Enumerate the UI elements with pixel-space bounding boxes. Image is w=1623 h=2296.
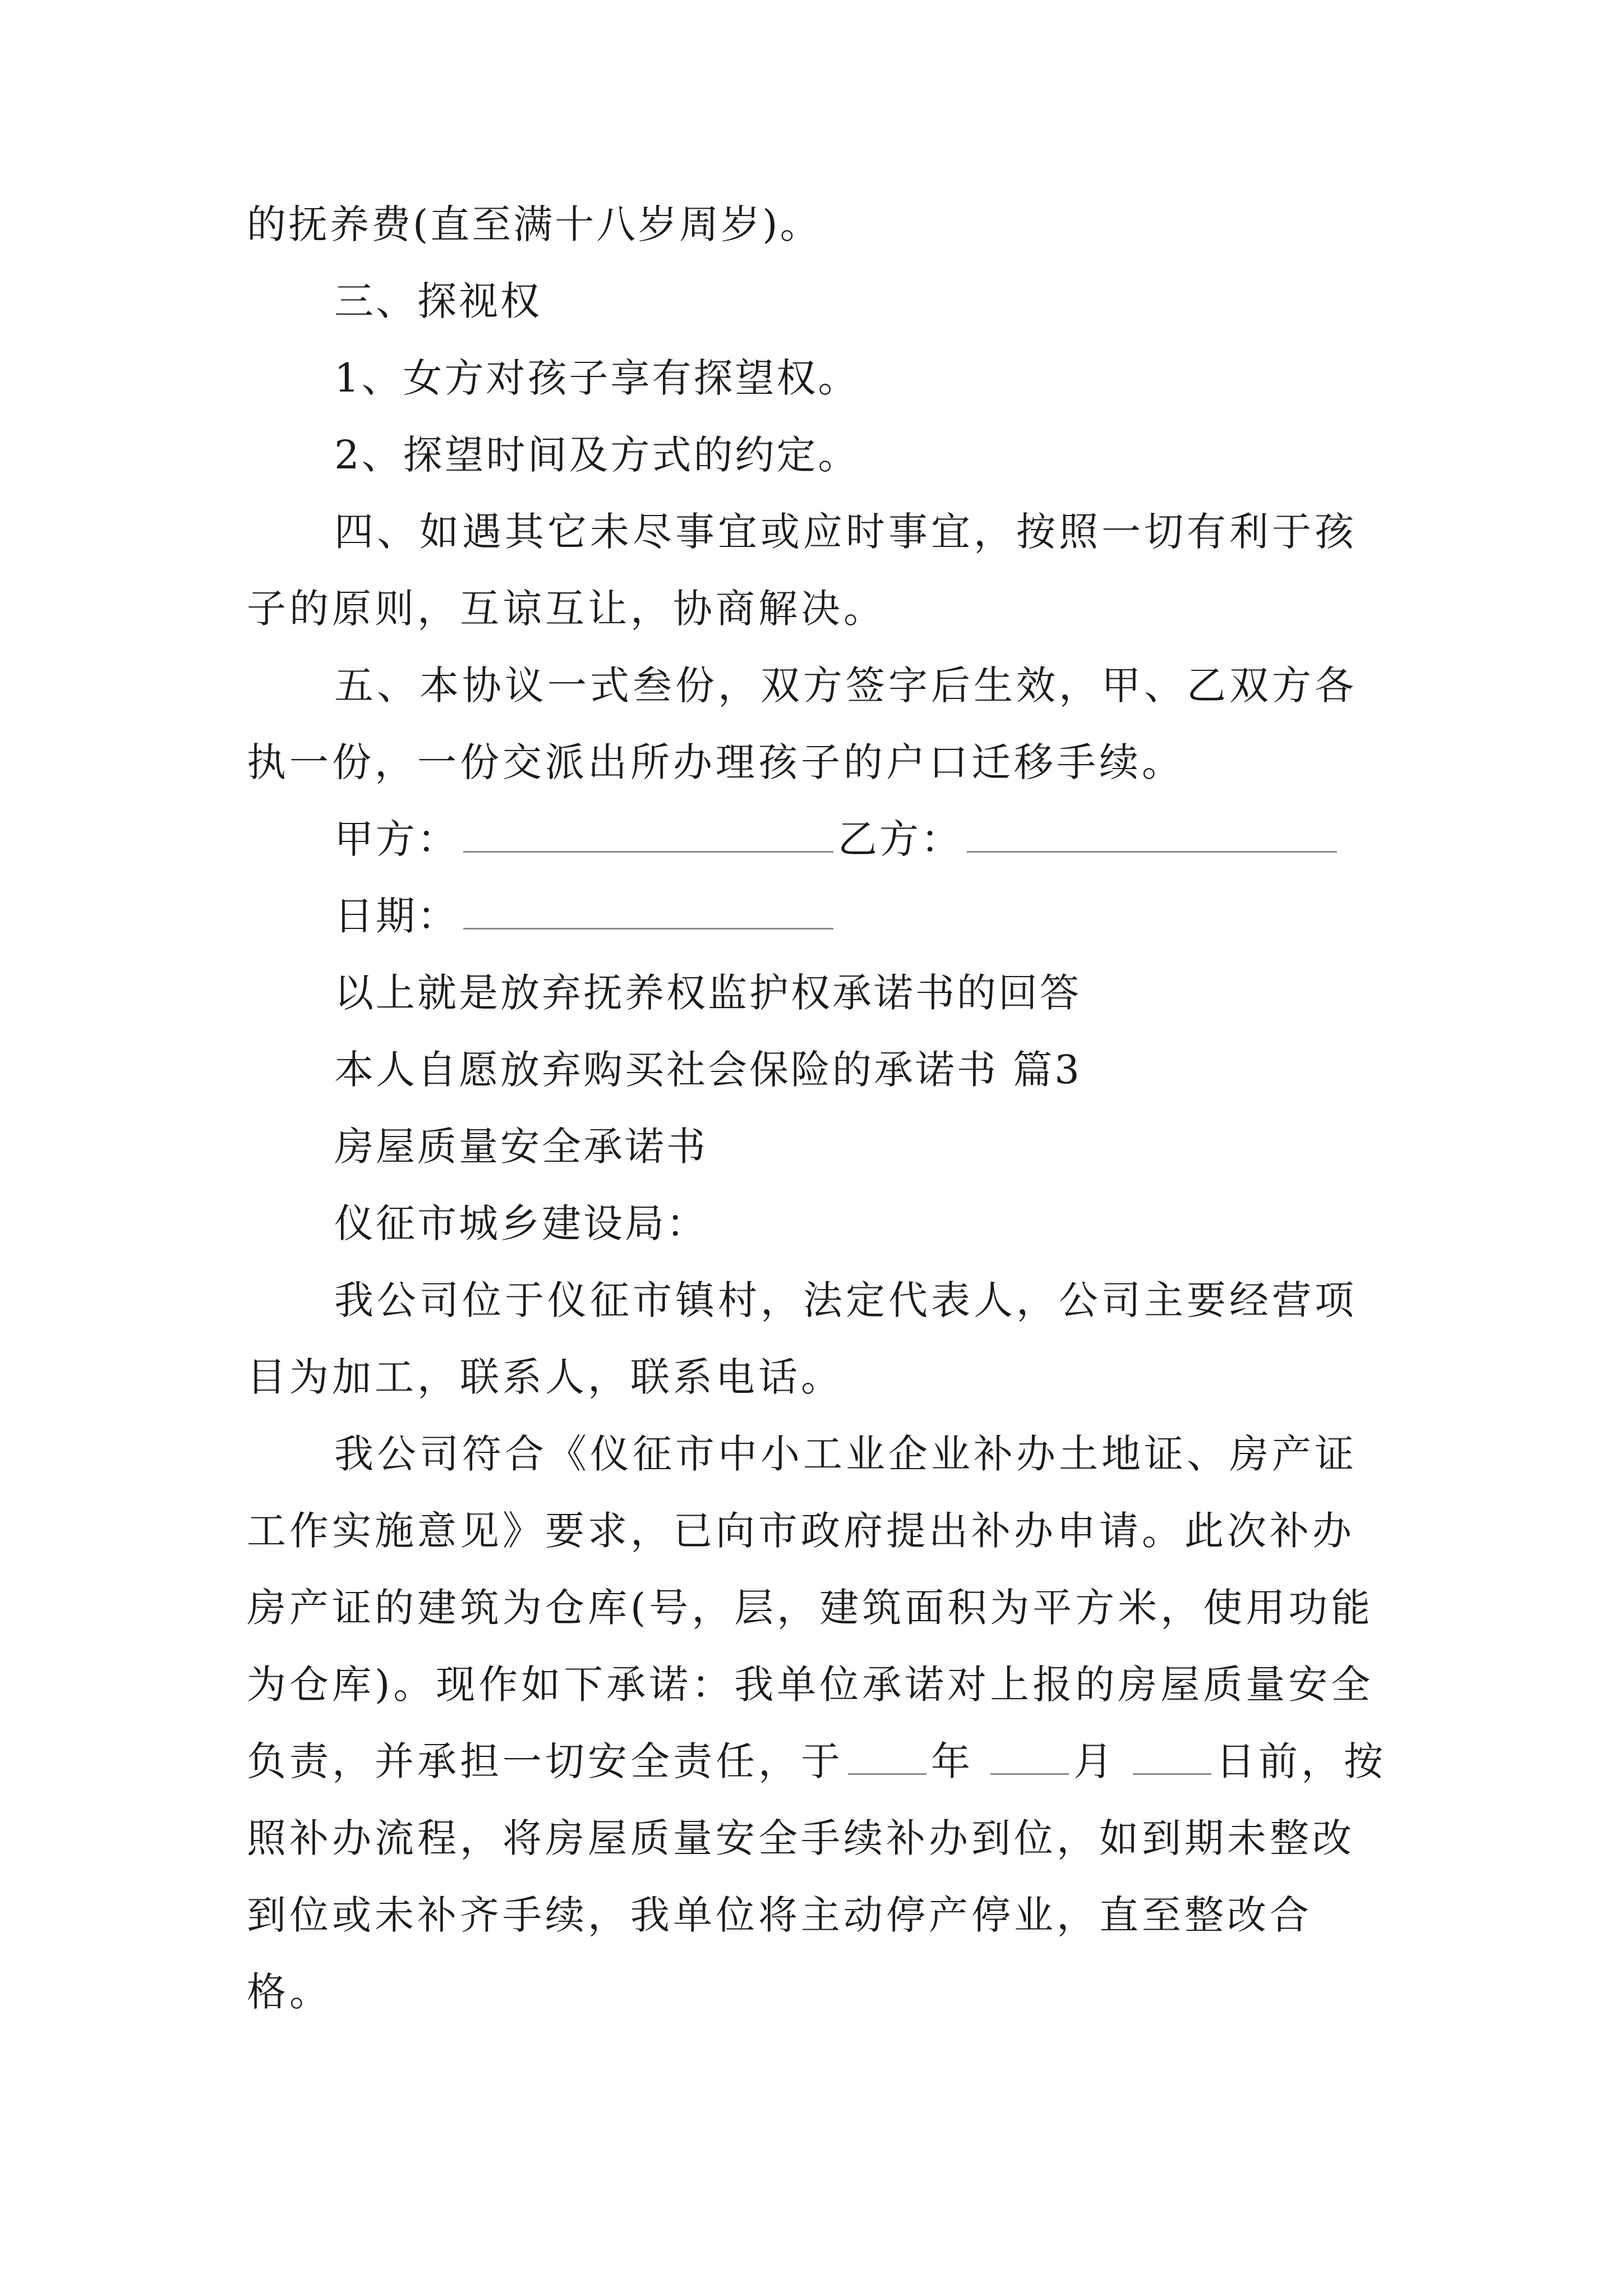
month-label: 月 bbox=[1073, 1738, 1116, 1784]
signature-row bbox=[334, 801, 1341, 878]
party-a-label: 甲方： bbox=[334, 816, 459, 862]
party-b-signature-blank bbox=[967, 806, 1337, 853]
commitment-text-b: 前，按照补办流程，将房屋质量安全手续补办到位，如到期未整改到位或未补齐手续，我单位将主动停产停业，直至整改合格。 bbox=[247, 1738, 1386, 2015]
commitment-paragraph bbox=[247, 1416, 1391, 2031]
summary-line: 以上就是放弃抚养权监护权承诺书的回答 bbox=[334, 970, 1081, 1016]
day-blank bbox=[1133, 1728, 1211, 1775]
document-title: 房屋质量安全承诺书 bbox=[334, 1124, 708, 1170]
text-line-alimony-end: 的抚养费(直至满十八岁周岁)。 bbox=[247, 201, 822, 247]
year-blank bbox=[848, 1728, 926, 1775]
commitment-text-a: 我公司符合《仪征市中小工业企业补办土地证、房产证工作实施意见》要求，已向市政府提出补办申请。此次补办房产证的建筑为仓库(号，层，建筑面积为平方米，使用功能为仓库)。现作如下承诺：我单位承诺对上报的房屋质量安全负责，并承担一切安全责任，于 bbox=[247, 1431, 1374, 1784]
heading-visitation-rights: 三、探视权 bbox=[334, 278, 542, 324]
clause-visitation-1: 1、女方对孩子享有探望权。 bbox=[334, 355, 860, 401]
year-label: 年 bbox=[931, 1738, 974, 1784]
clause-four: 四、如遇其它未尽事宜或应时事宜，按照一切有利于孩子的原则，互谅互让，协商解决。 bbox=[247, 509, 1357, 632]
company-intro-paragraph: 我公司位于仪征市镇村，法定代表人，公司主要经营项目为加工，联系人，联系电话。 bbox=[247, 1277, 1357, 1400]
section-heading: 本人自愿放弃购买社会保险的承诺书 篇3 bbox=[334, 1047, 1082, 1093]
party-a-signature-blank bbox=[463, 806, 833, 853]
date-row bbox=[334, 878, 838, 955]
date-blank bbox=[463, 883, 833, 930]
addressee: 仪征市城乡建设局： bbox=[334, 1200, 708, 1246]
clause-visitation-2: 2、探望时间及方式的约定。 bbox=[334, 432, 860, 478]
day-label: 日 bbox=[1216, 1738, 1258, 1784]
date-label: 日期： bbox=[334, 893, 459, 939]
clause-five: 五、本协议一式叁份，双方签字后生效，甲、乙双方各执一份，一份交派出所办理孩子的户口迁移手续。 bbox=[247, 662, 1357, 785]
party-b-label: 乙方： bbox=[838, 816, 962, 862]
month-blank bbox=[990, 1728, 1069, 1775]
